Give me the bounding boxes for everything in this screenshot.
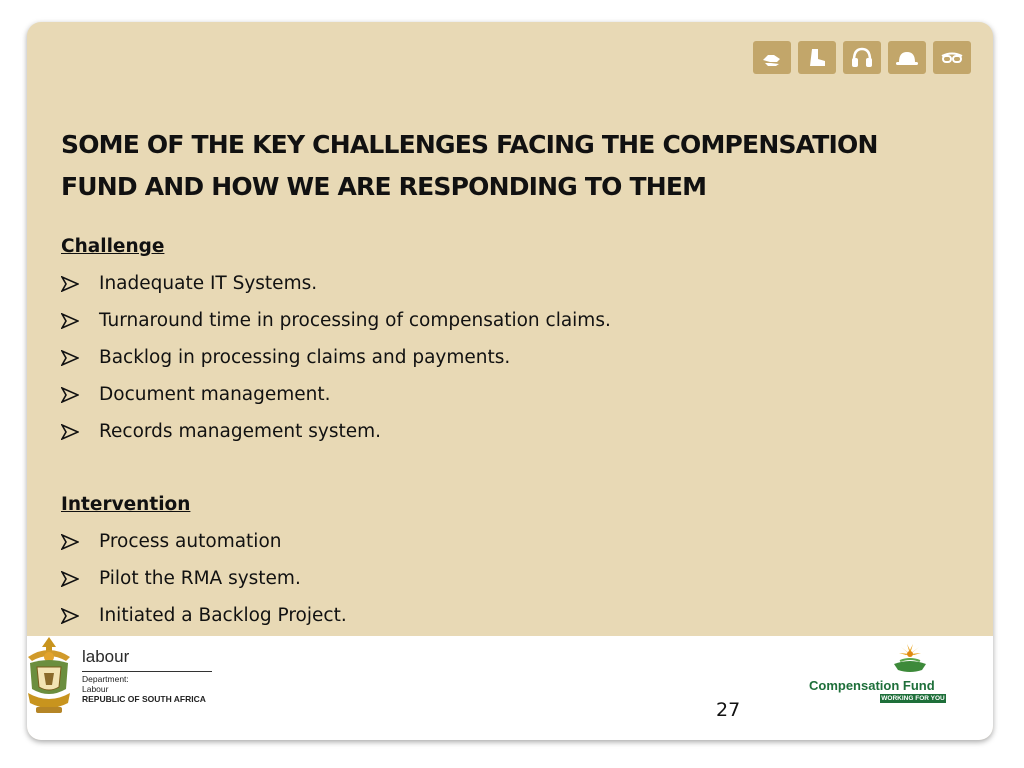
arrow-bullet-icon — [61, 376, 99, 413]
challenge-item-text: Inadequate IT Systems. — [99, 273, 318, 294]
slide-title: SOME OF THE KEY CHALLENGES FACING THE COMPENSATION FUND AND HOW WE ARE RESPONDING TO THEM — [61, 130, 878, 201]
intervention-item-text: Pilot the RMA system. — [99, 568, 301, 589]
compensation-fund-name: Compensation Fund — [809, 678, 935, 693]
challenge-item-text: Turnaround time in processing of compensation claims. — [99, 310, 611, 331]
labour-wordmark: labour — [82, 647, 130, 666]
labour-line-1: Department: — [82, 674, 129, 684]
hands-icon — [753, 41, 791, 74]
page-number: 27 — [716, 699, 741, 721]
intervention-item — [61, 560, 941, 597]
slide — [27, 22, 993, 740]
challenge-item — [61, 376, 941, 413]
challenge-heading: Challenge — [61, 236, 165, 257]
arrow-bullet-icon — [61, 523, 99, 560]
hard-hat-icon — [888, 41, 926, 74]
intervention-item — [61, 597, 941, 634]
compensation-fund-tagline: WORKING FOR YOU — [881, 695, 945, 702]
arrow-bullet-icon — [61, 560, 99, 597]
intervention-item-text: Initiated a Backlog Project. — [99, 605, 347, 626]
intervention-item-text: Process automation — [99, 531, 282, 552]
challenge-item-text: Backlog in processing claims and payments. — [99, 347, 511, 368]
arrow-bullet-icon — [61, 413, 99, 450]
safety-goggles-icon — [933, 41, 971, 74]
arrow-bullet-icon — [61, 265, 99, 302]
arrow-bullet-icon — [61, 597, 99, 634]
coat-of-arms-logo — [22, 633, 76, 725]
labour-department-logo — [82, 648, 212, 704]
challenge-item — [61, 302, 941, 339]
slide-content — [61, 228, 941, 634]
intervention-item — [61, 523, 941, 560]
labour-divider — [82, 671, 212, 672]
challenge-item — [61, 265, 941, 302]
challenge-item — [61, 413, 941, 450]
compensation-fund-emblem — [808, 640, 948, 680]
arrow-bullet-icon — [61, 302, 99, 339]
boot-icon — [798, 41, 836, 74]
safety-icons-row — [753, 41, 971, 74]
arrow-bullet-icon — [61, 339, 99, 376]
labour-line-3: REPUBLIC OF SOUTH AFRICA — [82, 694, 206, 704]
intervention-heading: Intervention — [61, 494, 191, 515]
challenge-item-text: Document management. — [99, 384, 331, 405]
ear-protection-icon — [843, 41, 881, 74]
labour-line-2: Labour — [82, 684, 109, 694]
challenge-item — [61, 339, 941, 376]
challenge-item-text: Records management system. — [99, 421, 382, 442]
